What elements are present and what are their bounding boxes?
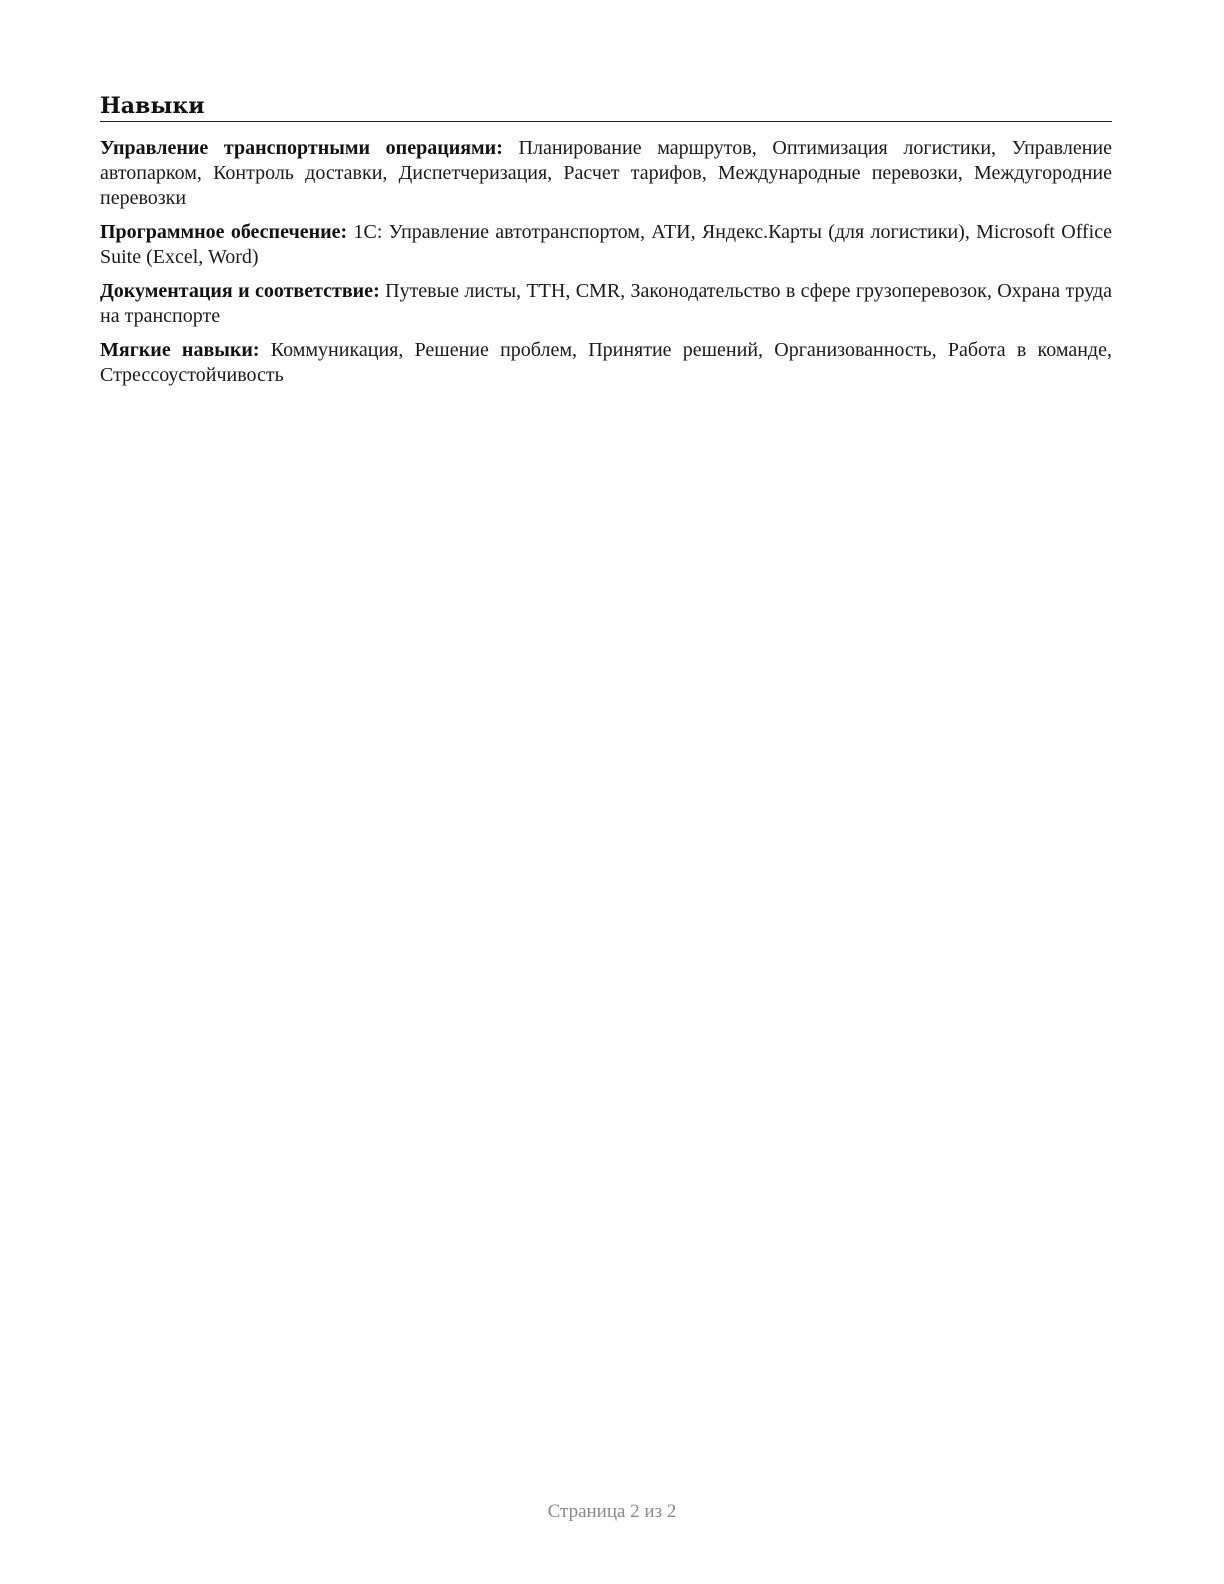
skill-row-documentation (100, 279, 1112, 329)
skill-label: Мягкие навыки: (100, 339, 260, 361)
skills-list (100, 136, 1112, 388)
skill-label: Управление транспортными операциями: (100, 137, 503, 159)
resume-page (100, 92, 1112, 397)
skill-text: Путевые листы, ТТН, CMR, Законодательство в сфере грузоперевозок, Охрана труда на транспорте (100, 280, 1113, 327)
skill-text: Коммуникация, Решение проблем, Принятие решений, Организованность, Работа в команде, Стрессоустойчивость (100, 339, 1112, 386)
skill-row-transport-operations (100, 136, 1112, 211)
skill-label: Документация и соответствие: (100, 280, 380, 302)
skill-text: Планирование маршрутов, Оптимизация логистики, Управление автопарком, Контроль доставки, Диспетчеризация, Расчет тарифов, Международные перевозки, Междугородние перевозки (100, 137, 1112, 209)
skill-label: Программное обеспечение: (100, 221, 348, 243)
skill-row-software (100, 220, 1112, 270)
section-title-skills: Навыки (100, 92, 1112, 122)
page-number-footer: Страница 2 из 2 (547, 1501, 677, 1522)
skill-row-soft-skills (100, 338, 1112, 388)
skill-text: 1С: Управление автотранспортом, АТИ, Яндекс.Карты (для логистики), Microsoft Office Suite (Excel, Word) (100, 221, 1112, 268)
